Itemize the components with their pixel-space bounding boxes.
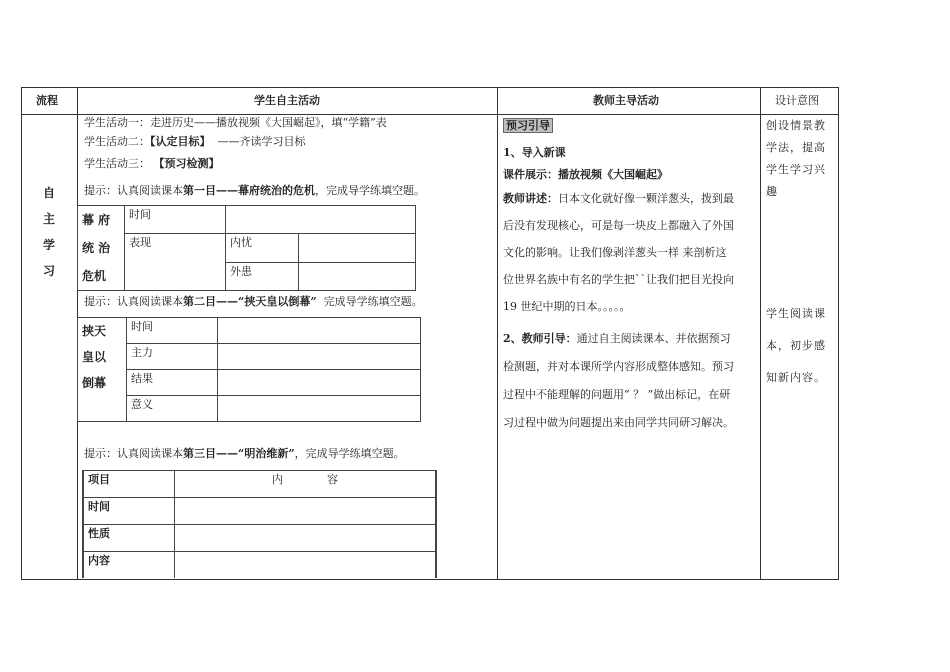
teacher-talk-line xyxy=(503,192,734,206)
table-shogunate-crisis xyxy=(77,205,416,291)
header-bottom-border xyxy=(21,114,839,115)
tip-1 xyxy=(84,184,425,198)
table1-external-value xyxy=(299,263,416,291)
design-intent-1-line: 创设情景教 xyxy=(766,119,826,132)
activity-3-bold: 【预习检测】 xyxy=(153,157,220,170)
teacher-talk-line: 19 世纪中期的日本。。。。。 xyxy=(503,300,631,313)
table3-row-label: 时间 xyxy=(83,498,175,525)
activity-2-suffix: ——齐读学习目标 xyxy=(217,135,306,148)
design-intent-2 xyxy=(766,298,836,394)
table2-row-label: 意义 xyxy=(127,396,218,422)
table-overthrow-shogunate xyxy=(77,317,421,422)
table2-header-line: 倒幕 xyxy=(82,376,107,390)
teacher-guide-line: 过程中不能理解的问题用“ ？ ”做出标记，在研 xyxy=(503,388,731,401)
tip-1-prefix: 提示：认真阅读课本 xyxy=(84,184,183,197)
tip-3-suffix: ，完成导学练填空题。 xyxy=(294,447,405,460)
table3-row-value xyxy=(175,525,437,552)
student-activity-3 xyxy=(84,157,220,171)
teacher-guide-text: 通过自主阅读课本、并依据预习 xyxy=(576,332,731,345)
activity-2-bold: 【认定目标】 xyxy=(150,135,211,148)
table-meiji-restoration xyxy=(82,470,437,578)
student-activity-2 xyxy=(84,135,306,149)
table2-row-label: 时间 xyxy=(127,318,218,344)
design-intent-1 xyxy=(766,115,836,203)
tip-3 xyxy=(84,447,405,461)
design-intent-2-line: 本，初步感 xyxy=(766,339,826,352)
table3-header-content: 内 容 xyxy=(175,471,437,498)
table2-row-header xyxy=(78,318,127,422)
table3-row-value xyxy=(175,498,437,525)
activity-3-prefix: 学生活动三： xyxy=(84,157,150,170)
section-label-char: 主 xyxy=(43,212,56,226)
section-label-char: 学 xyxy=(43,238,56,252)
table3-row-label: 性质 xyxy=(83,525,175,552)
table1-external-label: 外患 xyxy=(226,263,299,291)
tip-3-bold: 第三目——“明治维新” xyxy=(183,447,295,460)
design-intent-1-line: 学生学习兴 xyxy=(766,163,826,176)
section-label-char: 自 xyxy=(43,186,56,200)
col-border-right xyxy=(838,87,839,580)
header-teacher-activity: 教师主导活动 xyxy=(593,94,659,107)
table2-row-value xyxy=(218,318,421,344)
student-activity-1: 学生活动一：走进历史——播放视频《大国崛起》，填“学籍”表 xyxy=(84,116,387,129)
table3-header-item: 项目 xyxy=(83,471,175,498)
table2-row-value xyxy=(218,344,421,370)
teacher-talk-line: 后没有发现核心，可是每一块皮上都融入了外国 xyxy=(503,219,734,232)
design-intent-2-line: 知新内容。 xyxy=(766,371,826,384)
tip-1-bold: 第一目——幕府统治的危机 xyxy=(183,184,315,197)
table1-header-line: 幕 府 xyxy=(82,213,111,227)
design-intent-1-line: 趣 xyxy=(766,185,778,198)
table2-header-line: 皇以 xyxy=(82,350,107,364)
table2-header-line: 挟天 xyxy=(82,324,107,338)
table2-row-value xyxy=(218,370,421,396)
header-flow: 流程 xyxy=(36,94,58,107)
tip-1-suffix: ，完成导学练填空题。 xyxy=(315,184,425,197)
tip-2-bold: 第二目——“挟天皇以倒幕” xyxy=(183,295,317,308)
design-intent-2-line: 学生阅读课 xyxy=(766,307,826,320)
teacher-guide-label: 2、教师引导： xyxy=(503,332,577,345)
table2-row-label: 主力 xyxy=(127,344,218,370)
tip-3-prefix: 提示：认真阅读课本 xyxy=(84,447,183,460)
table1-row-header xyxy=(78,206,125,291)
section-label-char: 习 xyxy=(43,264,56,278)
table2-row-value xyxy=(218,396,421,422)
preview-guide-tag xyxy=(503,119,553,133)
teacher-step-1: 1、导入新课 xyxy=(503,146,566,159)
activity-2-prefix: 学生活动二： xyxy=(84,135,150,148)
table1-internal-value xyxy=(299,234,416,263)
table1-time-value xyxy=(226,206,416,234)
teacher-guide-line: 检测题，并对本课所学内容形成整体感知。预习 xyxy=(503,360,734,373)
tip-2 xyxy=(84,295,423,309)
col-border-2 xyxy=(497,87,498,580)
header-student-activity: 学生自主活动 xyxy=(254,94,320,107)
col-border-left xyxy=(21,87,22,580)
table1-header-line: 统 治 xyxy=(82,241,111,255)
col-border-3 xyxy=(760,87,761,580)
table-bottom-border xyxy=(21,579,839,580)
teacher-talk-text: 日本文化就好像一颗洋葱头，拨到最 xyxy=(558,192,734,205)
tip-2-suffix: 完成导学练填空题。 xyxy=(323,295,423,308)
teacher-talk-label: 教师讲述： xyxy=(503,192,558,205)
design-intent-1-line: 学法，提高 xyxy=(766,141,826,154)
teacher-display: 课件展示：播放视频《大国崛起》 xyxy=(503,168,668,181)
teacher-talk-line: 位世界名族中有名的学生把``让我们把目光投向 xyxy=(503,273,734,286)
table-top-border xyxy=(21,87,839,88)
table1-performance-label: 表现 xyxy=(125,234,226,291)
table3-row-label: 内容 xyxy=(83,552,175,578)
teacher-guide-line xyxy=(503,332,731,346)
teacher-talk-line: 文化的影响。让我们像剥洋葱头一样 来剖析这 xyxy=(503,246,727,259)
table3-row-value xyxy=(175,552,437,578)
tip-2-prefix: 提示：认真阅读课本 xyxy=(84,295,183,308)
table1-time-label: 时间 xyxy=(125,206,226,234)
table1-internal-label: 内忧 xyxy=(226,234,299,263)
table1-header-line: 危机 xyxy=(82,269,107,283)
header-design-intent: 设计意图 xyxy=(775,94,819,107)
teacher-guide-line: 习过程中做为问题提出来由同学共同研习解决。 xyxy=(503,416,734,429)
preview-guide-label: 预习引导 xyxy=(503,118,553,133)
table2-row-label: 结果 xyxy=(127,370,218,396)
